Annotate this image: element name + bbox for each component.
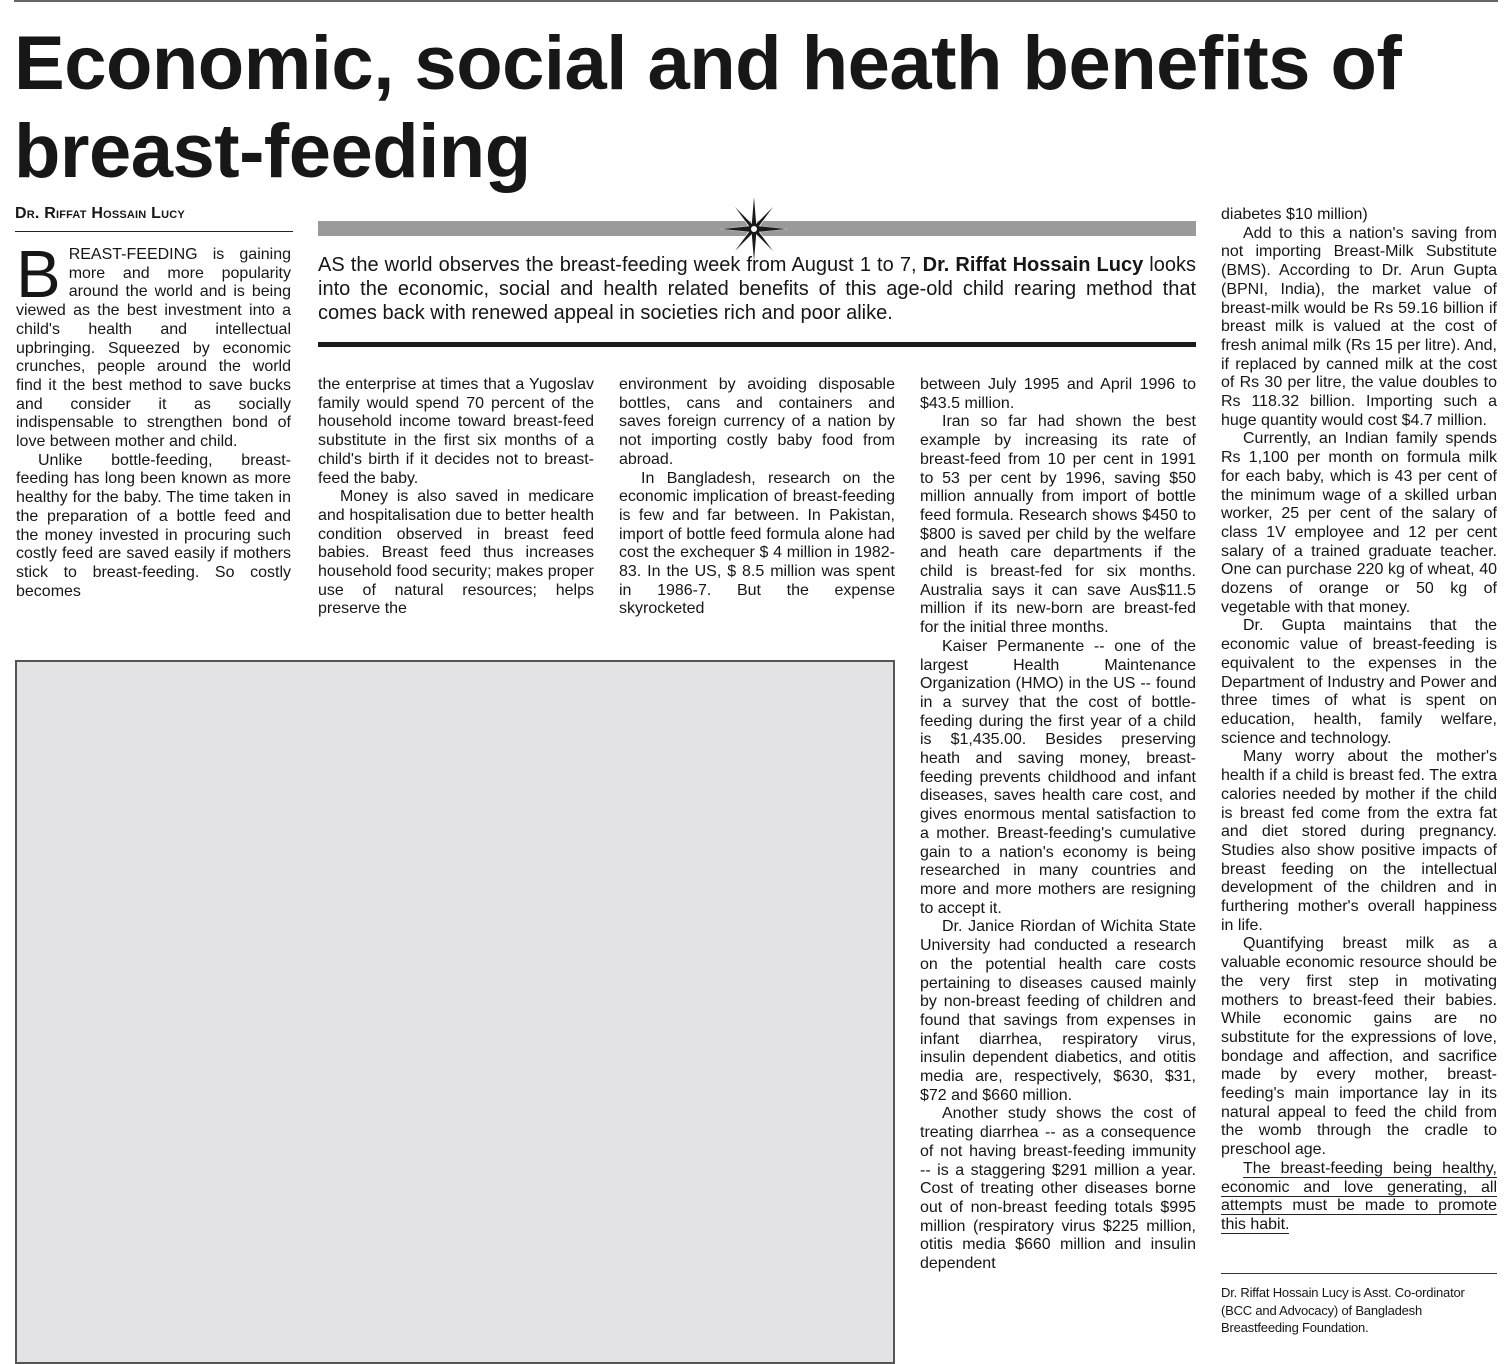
headline: Economic, social and heath benefits of breast-feeding xyxy=(14,21,1402,194)
paragraph: the enterprise at times that a Yugoslav family would spend 70 percent of the household income toward breast-feed substitute in the first six months of a child's birth if it decides not to breast-feed the baby. xyxy=(318,376,594,487)
paragraph-text: The breast-feeding being healthy, economic and love generating, all attempts must be made to promote this habit. xyxy=(1221,1159,1497,1233)
lead-paragraph xyxy=(16,237,291,452)
deck-summary xyxy=(318,253,1196,325)
paragraph: Dr. Janice Riordan of Wichita State University had conducted a research on the potential health care costs pertaining to diseases caused mainly by non-breast feeding of children and found that savings from expenses in infant diarrhea, respiratory virus, insulin dependent diabetics, and otitis media are, respectively, $630, $31, $72 and $660 million. xyxy=(920,918,1196,1104)
article-column-2 xyxy=(318,376,594,619)
author-bio: Dr. Riffat Hossain Lucy is Asst. Co-ordinator (BCC and Advocacy) of Bangladesh Breastfeeding Foundation. xyxy=(1221,1273,1497,1337)
paragraph: Currently, an Indian family spends Rs 1,100 per month on formula milk for each baby, which is 43 per cent of the minimum wage of a skilled urban worker, 25 per cent of the salary of class 1V employee and 12 per cent salary of a trained graduate teacher. One can purchase 220 kg of wheat, 40 dozens of orange or 50 kg of vegetable with that money. xyxy=(1221,430,1497,616)
photo-placeholder xyxy=(15,660,895,1364)
paragraph: Dr. Gupta maintains that the economic value of breast-feeding is equivalent to the expenses in the Department of Industry and Power and three times of what is spent on education, health, family welfare, science and technology. xyxy=(1221,617,1497,747)
paragraph: Add to this a nation's saving from not importing Breast-Milk Substitute (BMS). According to Dr. Arun Gupta (BPNI, India), the market value of breast-milk would be Rs 59.16 billion if breast milk is valued at the cost of fresh animal milk (Rs 15 per litre). And, if replaced by canned milk at the cost of Rs 30 per litre, the value doubles to Rs 118.32 billion. Importing such a huge quantity would cost $4.7 million. xyxy=(1221,224,1497,429)
closing-paragraph xyxy=(1221,1160,1497,1235)
byline: Dr. Riffat Hossain Lucy xyxy=(15,205,293,232)
deck-author: Dr. Riffat Hossain Lucy xyxy=(922,254,1144,276)
paragraph: Iran so far had shown the best example by increasing its rate of breast-feed from 10 per cent in 1991 to 53 per cent by 1996, saving $50 million annually from import of bottle feed formula. Research shows $450 to $800 is saved per child by the welfare and heath care departments if the child is breast-fed for six months. Australia says it can save Aus$11.5 million if its new-born are breast-fed for the initial three months. xyxy=(920,413,1196,637)
paragraph: environment by avoiding disposable bottles, cans and containers and saves foreign currency of a nation by not importing costly baby food from abroad. xyxy=(619,376,895,468)
top-rule xyxy=(14,0,1498,2)
article-column-1 xyxy=(16,237,291,601)
paragraph: Many worry about the mother's health if a child is breast fed. The extra calories needed by mother if the child is breast fed come from the extra fat and diet stored during pregnancy. Studies also show positive impacts of breast feeding on the intellectual development of the children and in furthering mother's overall happiness in life. xyxy=(1221,748,1497,934)
deck-rest: looks into the economic, social and health related benefits of this age-old child rearing method that comes back with renewed appeal in societies rich and poor alike. xyxy=(318,254,1196,324)
paragraph: Money is also saved in medicare and hospitalisation due to better health condition observed in breast feed babies. Breast feed thus increases household food security; makes proper use of natural resources; helps preserve the xyxy=(318,488,594,618)
paragraph-text: REAST-FEEDING is gaining more and more popularity around the world and is being viewed as the best investment into a child's health and intellectual upbringing. Squeezed by economic crunches, people around the world find it the best method to save bucks and consider it as socially indispensable to strengthen bond of love between mother and child. xyxy=(16,246,291,451)
article-column-4 xyxy=(920,376,1196,1274)
deck-lead: AS the world observes the breast-feeding week from August 1 to 7, xyxy=(318,254,917,276)
paragraph: Unlike bottle-feeding, breast-feeding has long been known as more healthy for the baby. The time taken in the preparation of a bottle feed and the money invested in procuring such costly feed are saved easily if mothers stick to breast-feeding. So costly becomes xyxy=(16,451,291,600)
deck-bottom-rule xyxy=(318,342,1196,347)
paragraph: Another study shows the cost of treating diarrhea -- as a consequence of not having breast-feeding immunity -- is a staggering $291 million a year. Cost of treating other diseases borne out of non-breast feeding totals $995 million (respiratory virus $225 million, otitis media $660 million and insulin dependent xyxy=(920,1105,1196,1273)
paragraph: between July 1995 and April 1996 to $43.5 million. xyxy=(920,376,1196,412)
paragraph: Quantifying breast milk as a valuable economic resource should be the very first step in motivating mothers to breast-feed their babies. While economic gains are no substitute for the expressions of love, bondage and affection, and sacrifice made by every mother, breast-feeding's main importance lay in its natural appeal to feed the child from the womb through the cradle to preschool age. xyxy=(1221,935,1497,1159)
paragraph: In Bangladesh, research on the economic implication of breast-feeding is few and far between. In Pakistan, import of bottle feed formula alone had cost the exchequer $ 4 million in 1982-83. In the US, $ 8.5 million was spent in 1986-7. But the expense skyrocketed xyxy=(619,469,895,618)
paragraph: Kaiser Permanente -- one of the largest Health Maintenance Organization (HMO) in the US -- found in a survey that the cost of bottle-feeding during the first year of a child is $1,435.00. Besides preserving heath and saving money, breast-feeding prevents childhood and infant diseases, saves health care cost, and gives enormous mental satisfaction to a mother. Breast-feeding's cumulative gain to a nation's economy is being researched in many countries and more and more mothers are resigning to accept it. xyxy=(920,637,1196,917)
drop-cap: B xyxy=(16,237,61,312)
paragraph: diabetes $10 million) xyxy=(1221,206,1368,223)
article-column-3 xyxy=(619,376,895,619)
article-column-5 xyxy=(1221,206,1497,1235)
